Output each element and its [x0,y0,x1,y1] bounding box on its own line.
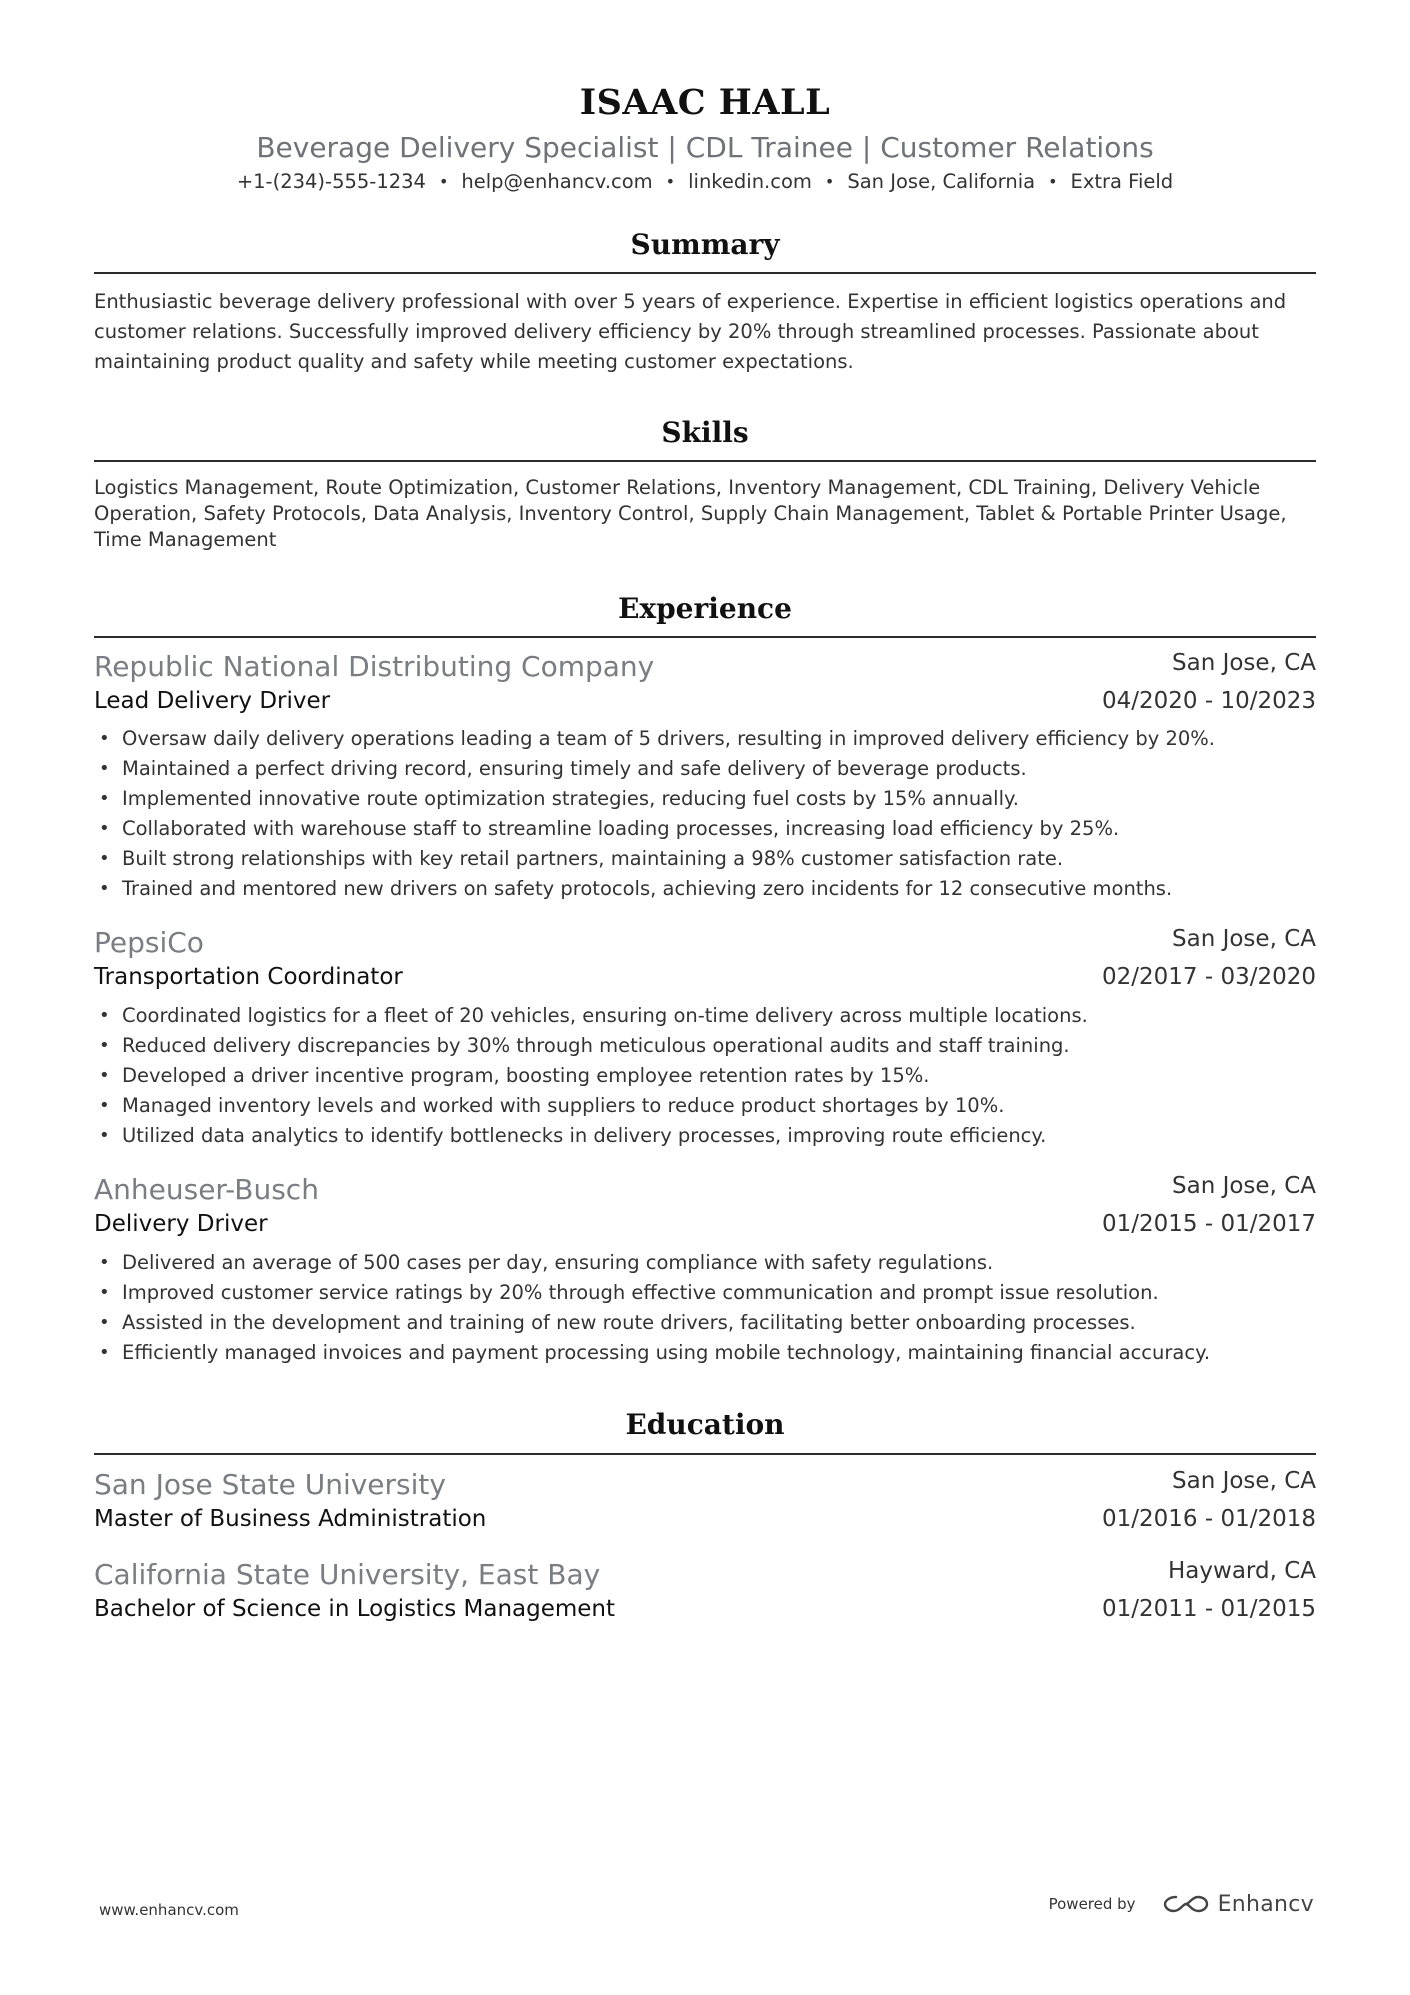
contact-line [0,170,1410,193]
education-entry [94,1558,1316,1626]
skills-heading: Skills [661,416,749,449]
separator-dot: • [824,172,835,191]
degree-dates: 01/2016 - 01/2018 [1101,1506,1316,1532]
achievement-item: • Utilized data analytics to identify bottlenecks in delivery processes, improving route efficiency. [94,1121,1324,1151]
achievement-item: • Implemented innovative route optimization strategies, reducing fuel costs by 15% annually. [94,784,1324,814]
contact-linkedin[interactable]: linkedin.com [688,170,812,193]
degree-title: Bachelor of Science in Logistics Management [94,1596,616,1622]
achievement-item: • Assisted in the development and training of new route drivers, facilitating better onboarding processes. [94,1308,1324,1338]
job-dates: 01/2015 - 01/2017 [1101,1211,1316,1237]
skills-divider [94,460,1316,462]
company-name: PepsiCo [94,926,204,959]
brand-name[interactable]: Enhancv [1217,1891,1314,1917]
experience-heading: Experience [618,592,792,625]
summary-heading: Summary [630,228,780,261]
company-name: Republic National Distributing Company [94,650,655,683]
school-location: San Jose, CA [1172,1468,1316,1494]
experience-entry [94,926,1316,994]
job-title: Delivery Driver [94,1211,268,1237]
powered-by-label: Powered by [1048,1895,1136,1913]
skills-text [94,475,1324,553]
school-location: Hayward, CA [1168,1558,1316,1584]
achievement-list [94,1001,1324,1151]
entry-header-row [94,926,1316,959]
company-location: San Jose, CA [1172,1173,1316,1199]
contact-location: San Jose, California [847,170,1036,193]
experience-divider [94,636,1316,638]
enhancv-logo-icon [1162,1892,1210,1916]
achievement-item: • Improved customer service ratings by 20% through effective communication and prompt issue resolution. [94,1278,1324,1308]
achievement-item: • Maintained a perfect driving record, ensuring timely and safe delivery of beverage products. [94,754,1324,784]
education-heading: Education [625,1408,785,1441]
entry-role-row [94,964,1316,994]
job-title: Transportation Coordinator [94,964,403,990]
summary-text [94,287,1324,377]
school-name: San Jose State University [94,1468,446,1501]
entry-role-row [94,688,1316,718]
separator-dot: • [438,172,449,191]
achievement-item: • Trained and mentored new drivers on safety protocols, achieving zero incidents for 12 consecutive months. [94,874,1324,904]
education-divider [94,1453,1316,1455]
job-dates: 04/2020 - 10/2023 [1101,688,1316,714]
job-dates: 02/2017 - 03/2020 [1101,964,1316,990]
achievement-list [94,724,1324,904]
entry-header-row [94,1173,1316,1206]
entry-degree-row [94,1596,1316,1626]
entry-header-row [94,1558,1316,1591]
degree-title: Master of Business Administration [94,1506,487,1532]
candidate-headline: Beverage Delivery Specialist | CDL Trainee | Customer Relations [256,131,1154,164]
entry-degree-row [94,1506,1316,1536]
summary-line: customer relations. Successfully improved delivery efficiency by 20% through streamlined processes. Passionate about [94,320,1259,343]
candidate-name: ISAAC HALL [579,82,831,123]
separator-dot: • [1048,172,1058,191]
contact-extra: Extra Field [1070,170,1174,193]
footer-branding [1049,1886,1314,1922]
skills-line: Operation, Safety Protocols, Data Analysis, Inventory Control, Supply Chain Management, Tablet & Portable Printer Usage, [94,502,1287,525]
company-location: San Jose, CA [1172,926,1316,952]
skills-line: Logistics Management, Route Optimization, Customer Relations, Inventory Management, CDL Training, Delivery Vehicle [94,476,1261,499]
summary-divider [94,272,1316,274]
experience-entry [94,1173,1316,1241]
contact-email[interactable]: help@enhancv.com [461,170,653,193]
footer-website-link[interactable]: www.enhancv.com [99,1901,239,1919]
company-name: Anheuser-Busch [94,1173,319,1206]
company-location: San Jose, CA [1172,650,1316,676]
summary-line: maintaining product quality and safety while meeting customer expectations. [94,350,854,373]
achievement-item: • Managed inventory levels and worked with suppliers to reduce product shortages by 10%. [94,1091,1324,1121]
achievement-item: • Developed a driver incentive program, boosting employee retention rates by 15%. [94,1061,1324,1091]
education-entry [94,1468,1316,1536]
summary-line: Enthusiastic beverage delivery professional with over 5 years of experience. Expertise in efficient logistics operations and [94,290,1287,313]
contact-phone: +1-(234)-555-1234 [236,170,426,193]
experience-entry [94,650,1316,718]
school-name: California State University, East Bay [94,1558,601,1591]
skills-line: Time Management [94,528,277,551]
degree-dates: 01/2011 - 01/2015 [1101,1596,1316,1622]
entry-role-row [94,1211,1316,1241]
achievement-item: • Built strong relationships with key retail partners, maintaining a 98% customer satisfaction rate. [94,844,1324,874]
achievement-item: • Delivered an average of 500 cases per day, ensuring compliance with safety regulations. [94,1248,1324,1278]
achievement-item: • Coordinated logistics for a fleet of 20 vehicles, ensuring on-time delivery across multiple locations. [94,1001,1324,1031]
separator-dot: • [665,172,676,191]
job-title: Lead Delivery Driver [94,688,331,714]
achievement-item: • Collaborated with warehouse staff to streamline loading processes, increasing load efficiency by 25%. [94,814,1324,844]
entry-header-row [94,650,1316,683]
achievement-item: • Reduced delivery discrepancies by 30% through meticulous operational audits and staff training. [94,1031,1324,1061]
entry-header-row [94,1468,1316,1501]
achievement-list [94,1248,1324,1368]
achievement-item: • Oversaw daily delivery operations leading a team of 5 drivers, resulting in improved delivery efficiency by 20%. [94,724,1324,754]
achievement-item: • Efficiently managed invoices and payment processing using mobile technology, maintaining financial accuracy. [94,1338,1324,1368]
